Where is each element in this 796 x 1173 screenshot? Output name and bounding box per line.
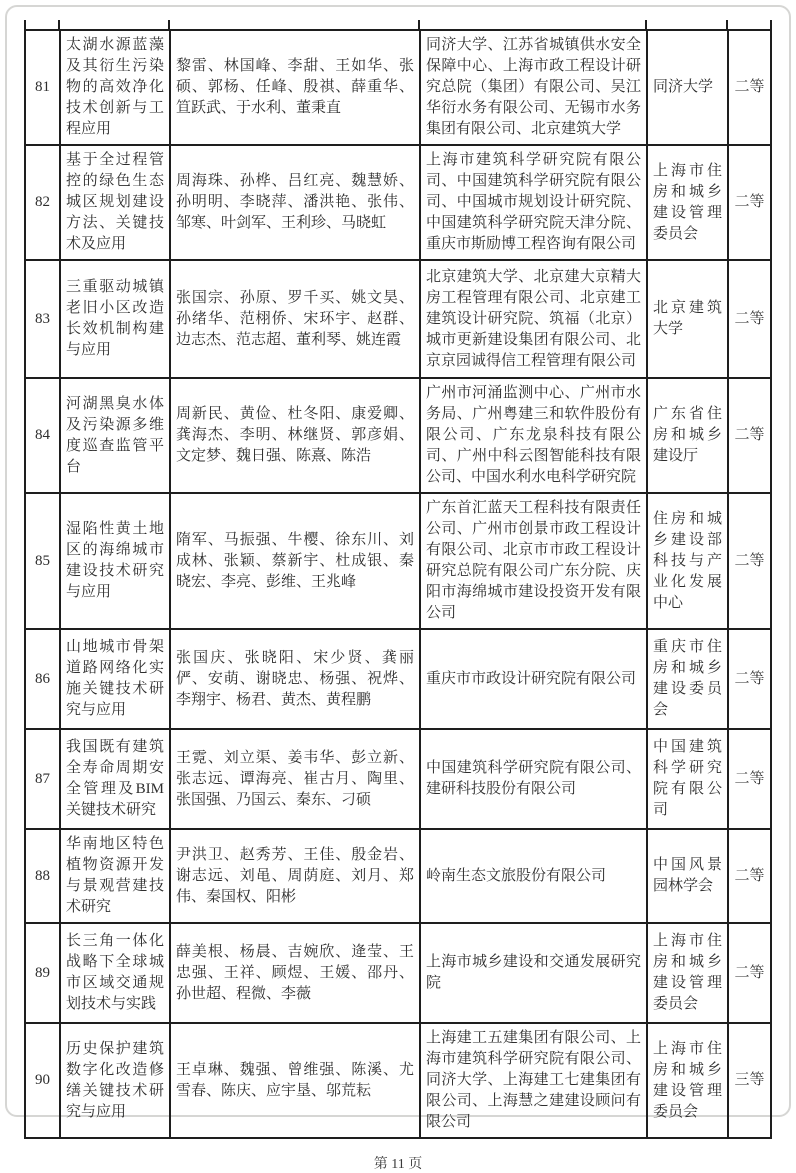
- contributors: 王霓、刘立渠、姜韦华、彭立新、张志远、谭海亮、崔古月、陶里、张国强、乃国云、秦东、刁硕: [170, 729, 420, 829]
- project-name: 山地城市骨架道路网络化实施关键技术研究与应用: [60, 629, 170, 729]
- contributors: 张国庆、张晓阳、宋少贤、龚丽俨、安萌、谢晓忠、杨强、祝烨、李翔宇、杨君、黄杰、黄程鹏: [170, 629, 420, 729]
- contributors: 王卓琳、魏强、曾维强、陈溪、尤雪春、陈庆、应宇垦、邬荒耘: [170, 1023, 420, 1138]
- row-number: 86: [25, 629, 60, 729]
- contributors: 尹洪卫、赵秀芳、王佳、殷金岩、谢志远、刘黾、周荫庭、刘月、郑伟、秦国权、阳彬: [170, 829, 420, 923]
- table-row: [25, 729, 771, 829]
- recommending-unit: 住房和城乡建设部科技与产业化发展中心: [647, 493, 728, 629]
- completing-organizations: 广州市河涌监测中心、广州市水务局、广州粤建三和软件股份有限公司、广东龙泉科技有限公司、广州中科云图智能科技有限公司、中国水利水电科学研究院: [420, 378, 647, 493]
- project-name: 长三角一体化战略下全球城市区域交通规划技术与实践: [60, 923, 170, 1023]
- completing-organizations: 同济大学、江苏省城镇供水安全保障中心、上海市政工程设计研究总院（集团）有限公司、吴江华衍水务有限公司、无锡市水务集团有限公司、北京建筑大学: [420, 30, 647, 145]
- project-name: 我国既有建筑全寿命周期安全管理及BIM关键技术研究: [60, 729, 170, 829]
- recommending-unit: 北京建筑大学: [647, 260, 728, 378]
- contributors: 隋军、马振强、牛樱、徐东川、刘成林、张颖、蔡新宇、杜成银、秦晓宏、李亮、彭维、王兆峰: [170, 493, 420, 629]
- table-row: [25, 629, 771, 729]
- table-continuation-stub: [24, 20, 772, 29]
- table-row: [25, 493, 771, 629]
- table-row: [25, 378, 771, 493]
- row-number: 81: [25, 30, 60, 145]
- completing-organizations: 上海市城乡建设和交通发展研究院: [420, 923, 647, 1023]
- row-number: 82: [25, 145, 60, 260]
- table-row: [25, 923, 771, 1023]
- completing-organizations: 上海建工五建集团有限公司、上海市建筑科学研究院有限公司、同济大学、上海建工七建集团有限公司、上海慧之建建设顾问有限公司: [420, 1023, 647, 1138]
- recommending-unit: 同济大学: [647, 30, 728, 145]
- recommending-unit: 上海市住房和城乡建设管理委员会: [647, 923, 728, 1023]
- table-row: [25, 145, 771, 260]
- recommending-unit: 广东省住房和城乡建设厅: [647, 378, 728, 493]
- contributors: 张国宗、孙原、罗千买、姚文昊、孙绪华、范栩侨、宋环宇、赵群、边志杰、范志超、董利琴、姚连霞: [170, 260, 420, 378]
- row-number: 87: [25, 729, 60, 829]
- award-grade: 二等: [728, 493, 771, 629]
- project-name: 河湖黑臭水体及污染源多维度巡查监管平台: [60, 378, 170, 493]
- award-grade: 二等: [728, 145, 771, 260]
- recommending-unit: 重庆市住房和城乡建设委员会: [647, 629, 728, 729]
- award-grade: 二等: [728, 378, 771, 493]
- award-grade: 二等: [728, 923, 771, 1023]
- completing-organizations: 重庆市市政设计研究院有限公司: [420, 629, 647, 729]
- project-name: 太湖水源蓝藻及其衍生污染物的高效净化技术创新与工程应用: [60, 30, 170, 145]
- award-grade: 三等: [728, 1023, 771, 1138]
- completing-organizations: 广东首汇蓝天工程科技有限责任公司、广州市创景市政工程设计有限公司、北京市市政工程设计研究总院有限公司广东分院、庆阳市海绵城市建设投资开发有限公司: [420, 493, 647, 629]
- contributors: 黎雷、林国峰、李甜、王如华、张硕、郭杨、任峰、殷祺、薛重华、笪跃武、于水利、董秉直: [170, 30, 420, 145]
- recommending-unit: 中国风景园林学会: [647, 829, 728, 923]
- award-grade: 二等: [728, 629, 771, 729]
- row-number: 90: [25, 1023, 60, 1138]
- page-number: 第 11 页: [373, 1157, 423, 1172]
- contributors: 薛美根、杨晨、吉婉欣、逄莹、王忠强、王祥、顾煜、王媛、邵丹、孙世超、程微、李薇: [170, 923, 420, 1023]
- award-grade: 二等: [728, 829, 771, 923]
- project-name: 湿陷性黄土地区的海绵城市建设技术研究与应用: [60, 493, 170, 629]
- project-name: 历史保护建筑数字化改造修缮关键技术研究与应用: [60, 1023, 170, 1138]
- completing-organizations: 上海市建筑科学研究院有限公司、中国建筑科学研究院有限公司、中国城市规划设计研究院、中国建筑科学研究院天津分院、重庆市斯励博工程咨询有限公司: [420, 145, 647, 260]
- row-number: 89: [25, 923, 60, 1023]
- completing-organizations: 北京建筑大学、北京建大京精大房工程管理有限公司、北京建工建筑设计研究院、筑福（北京）城市更新建设集团有限公司、北京京园诚得信工程管理有限公司: [420, 260, 647, 378]
- award-grade: 二等: [728, 30, 771, 145]
- table-row: [25, 829, 771, 923]
- table-row: [25, 260, 771, 378]
- project-name: 三重驱动城镇老旧小区改造长效机制构建与应用: [60, 260, 170, 378]
- completing-organizations: 岭南生态文旅股份有限公司: [420, 829, 647, 923]
- contributors: 周海珠、孙桦、吕红亮、魏慧娇、孙明明、李晓萍、潘洪艳、张伟、邹寒、叶剑军、王利珍、马晓虹: [170, 145, 420, 260]
- table-row: [25, 30, 771, 145]
- completing-organizations: 中国建筑科学研究院有限公司、建研科技股份有限公司: [420, 729, 647, 829]
- contributors: 周新民、黄俭、杜冬阳、康爱卿、龚海杰、李明、林继贤、郭彦娟、文定梦、魏日强、陈熹、陈浩: [170, 378, 420, 493]
- row-number: 88: [25, 829, 60, 923]
- project-name: 基于全过程管控的绿色生态城区规划建设方法、关键技术及应用: [60, 145, 170, 260]
- recommending-unit: 上海市住房和城乡建设管理委员会: [647, 1023, 728, 1138]
- table-row: [25, 1023, 771, 1138]
- recommending-unit: 上海市住房和城乡建设管理委员会: [647, 145, 728, 260]
- row-number: 84: [25, 378, 60, 493]
- awards-table: [24, 29, 772, 1139]
- award-grade: 二等: [728, 260, 771, 378]
- row-number: 83: [25, 260, 60, 378]
- row-number: 85: [25, 493, 60, 629]
- award-grade: 二等: [728, 729, 771, 829]
- project-name: 华南地区特色植物资源开发与景观营建技术研究: [60, 829, 170, 923]
- recommending-unit: 中国建筑科学研究院有限公司: [647, 729, 728, 829]
